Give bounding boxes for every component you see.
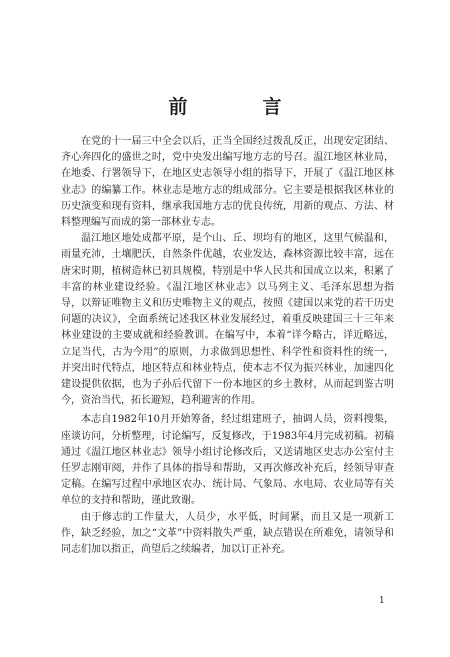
paragraph-1: 在党的十一届三中全会以后，正当全国经过拨乱反正，出现安定团结、齐心奔四化的盛世之时，党中央发出编写地方志的号召。温江地区林业局，在地委、行署领导下，在地区史志领导小组的指导下，开展了《温江地区林业志》的编纂工作。林业志是地方志的组成部分。它主要是根据我区林业的历史演变和现有资料，继承我国地方志的优良传统，用新的观点、方法、材料整理编写而成的第一部林业专志。 — [61, 136, 394, 229]
page-number: 1 — [379, 596, 385, 606]
preface-body — [61, 134, 394, 558]
paragraph-3: 本志自1982年10月开始筹备，经过组建班子，抽调人员，资料搜集，座谈访问，分析整理，讨论编写，反复修改，于1983年4月完成初稿。初稿通过《温江地区林业志》领导小组讨论修改后，又送请地区史志办公室付主任罗志刚审阅，并作了具体的指导和帮助，又再次修改补充后，经领导审查定稿。在编写过程中承地区农办、统计局、气象局、水电局、农业局等有关单位的支持和帮助，谨此致谢。 — [61, 414, 394, 507]
paragraph-4: 由于修志的工作量大，人员少，水平低，时间紧，而且又是一项新工作，缺乏经验，加之“文革”中资料散失严重，缺点错误在所难免，请领导和同志们加以指正，尚望后之续编者，加以订正补充。 — [61, 511, 394, 556]
page-title: 前 言 — [168, 96, 310, 118]
paragraph-2: 温江地区地处成都平原，是个山、丘、坝均有的地区，这里气候温和，雨量充沛，土壤肥沃，自然条件优越，农业发达，森林资源比较丰富，远在唐宋时期，植树造林已初具规模，特别是中华人民共和国成立以来，积累了丰富的林业建设经验。《温江地区林业志》以马列主义、毛泽东思想为指导，以辩证唯物主义和历史唯物主义的观点，按照《建国以来党的若干历史问题的决议》，全面系统记述我区林业发展经过，着重反映建国三十三年来林业建设的主要成就和经验教训。在编写中，本着“详今略古，详近略远，立足当代，古为今用”的原则，力求做到思想性、科学性和资料性的统一，并突出时代特点，地区特点和林业特点，使本志不仅为振兴林业，加速四化建设提供依据，也为子孙后代留下一份本地区的乡土教材，从而起到鉴古明今，资治当代，拓长避短，趋利避害的作用。 — [61, 233, 394, 407]
